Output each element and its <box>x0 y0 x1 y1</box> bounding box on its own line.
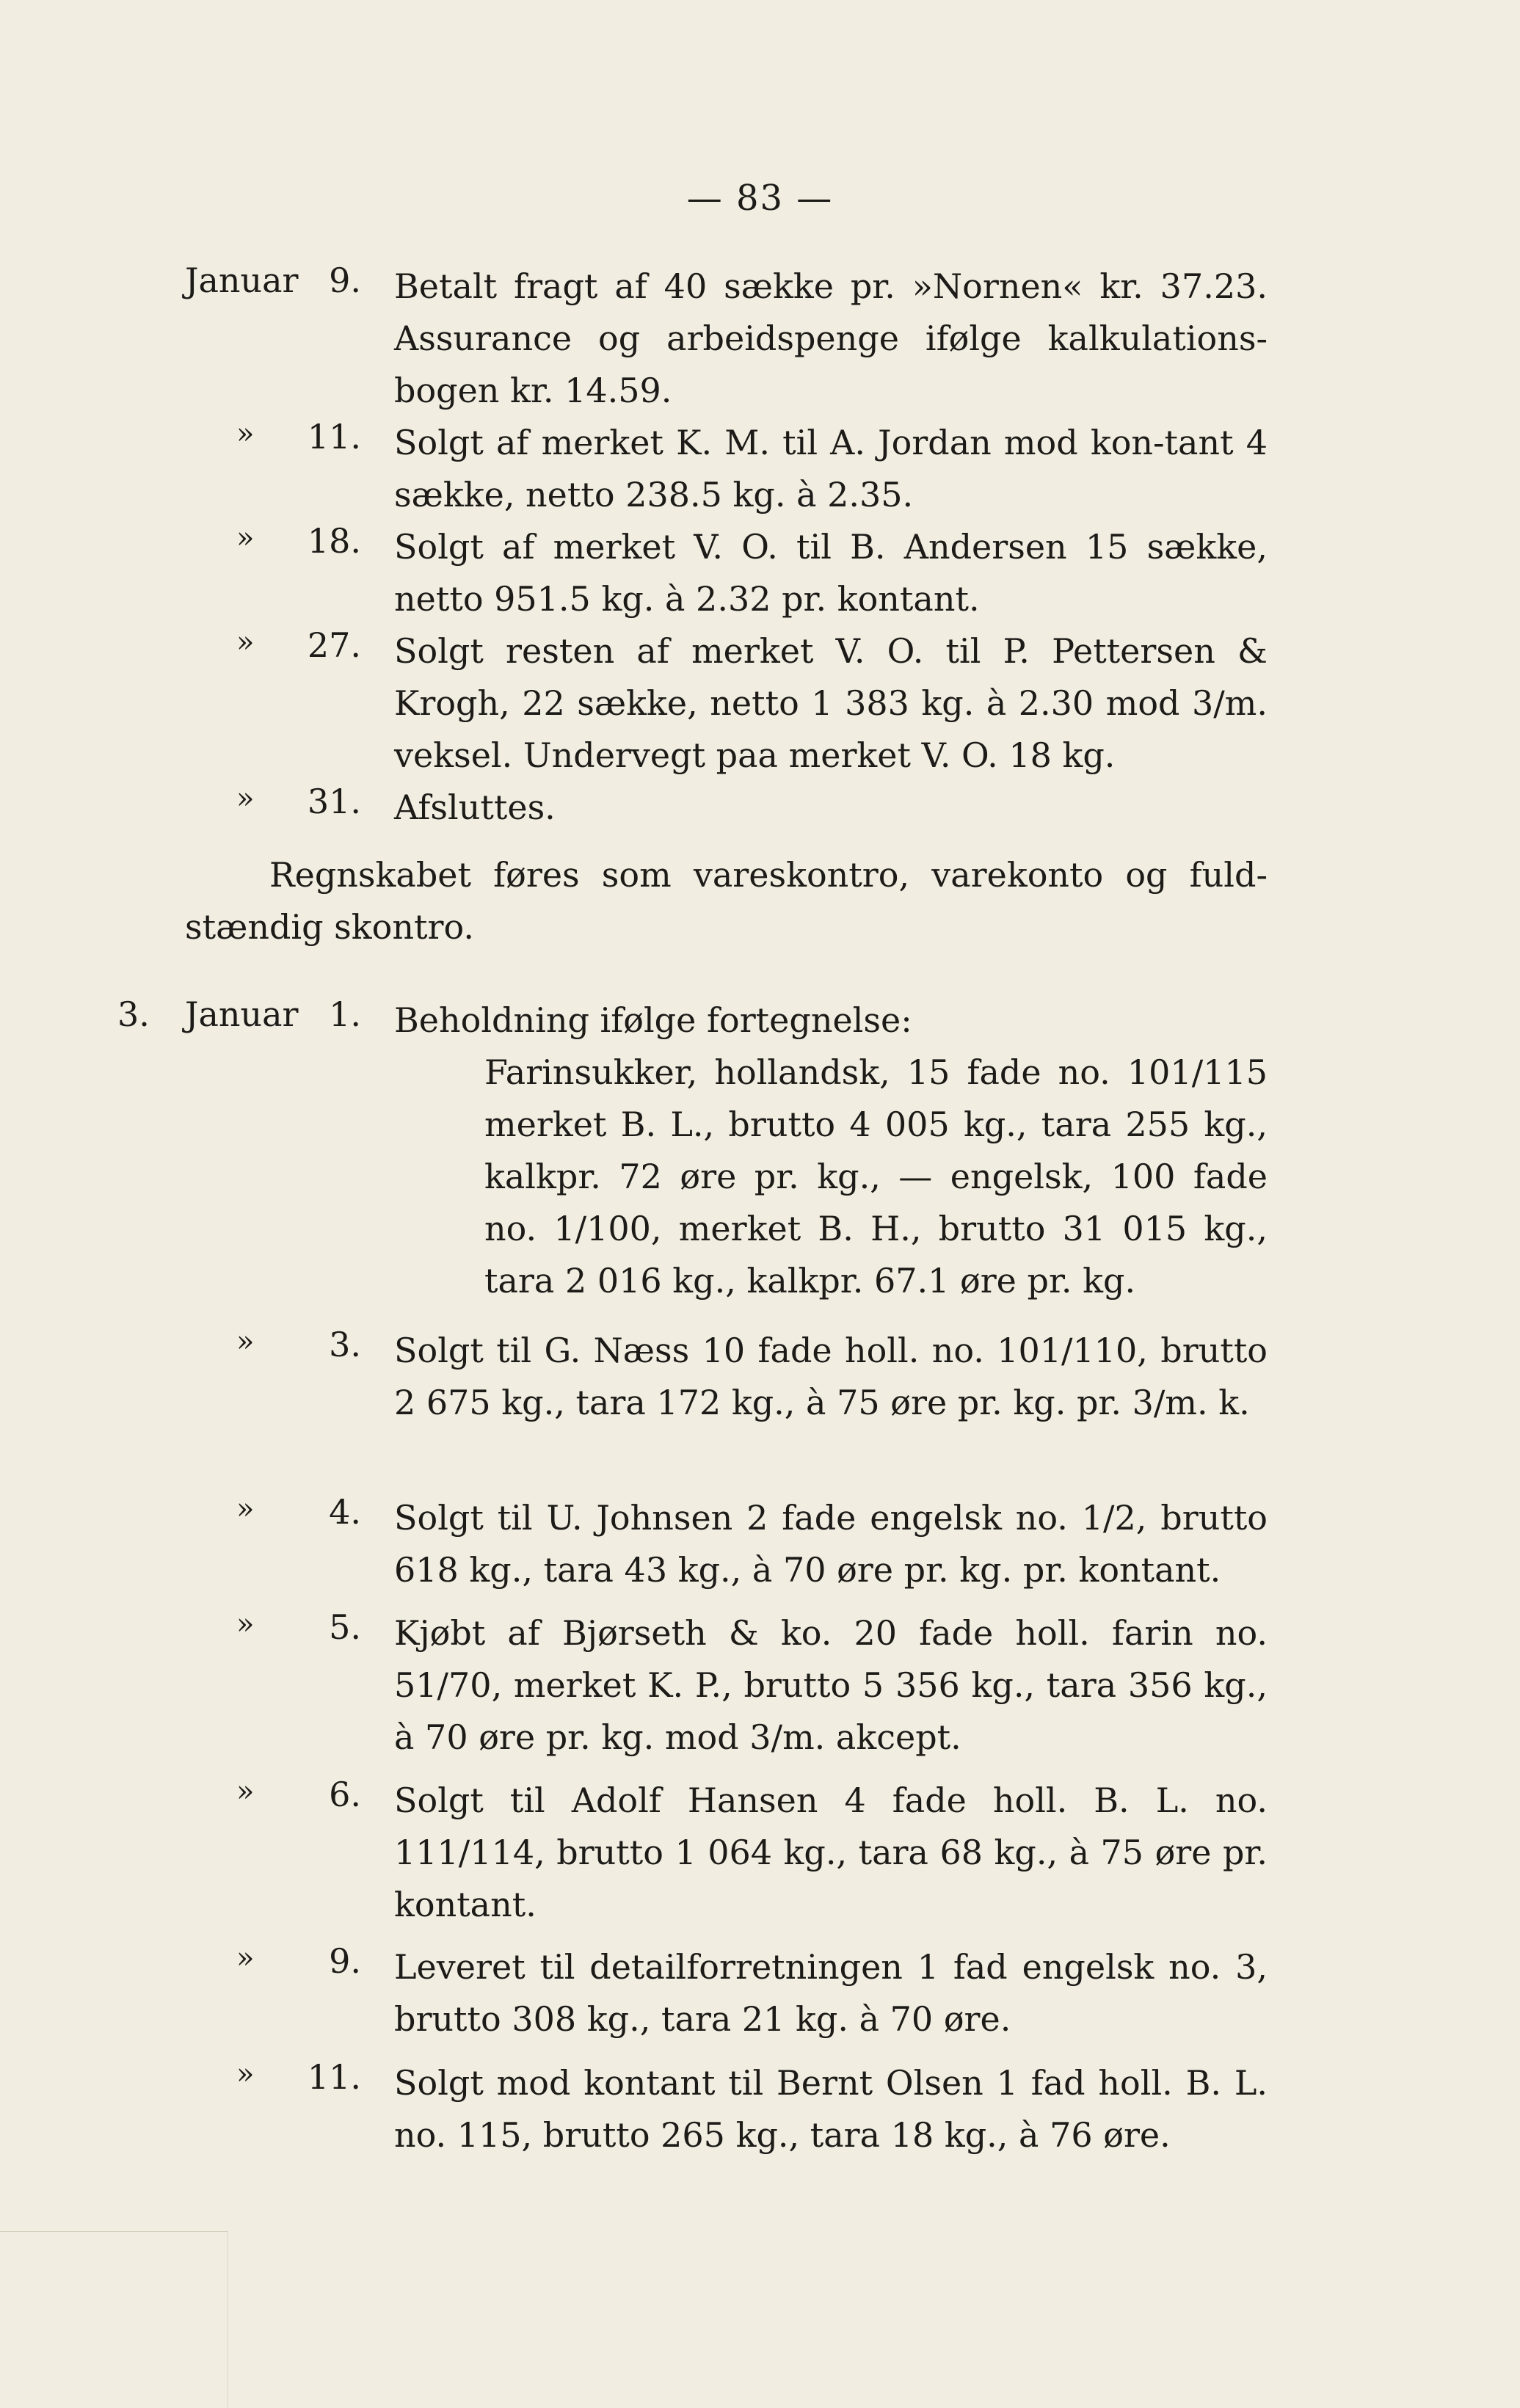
entry-day: 4. <box>329 1492 361 1532</box>
entry-day: 1. <box>329 994 361 1034</box>
entry-day: 6. <box>329 1775 361 1814</box>
ditto-mark: » <box>236 782 255 815</box>
entry-day: 3. <box>329 1325 361 1364</box>
entry-text: Solgt mod kontant til Bernt Olsen 1 fad holl. B. L. no. 115, brutto 265 kg., tara 18 kg., à 76 øre. <box>394 2063 1268 2155</box>
entry-day: 9. <box>329 261 361 300</box>
ditto-mark: » <box>236 2057 255 2091</box>
entry-text: Solgt til Adolf Hansen 4 fade holl. B. L. no. 111/114, brutto 1 064 kg., tara 68 kg., à 75 øre pr. kontant. <box>394 1780 1268 1924</box>
ditto-mark: » <box>236 1941 255 1975</box>
entry-text: Solgt til G. Næss 10 fade holl. no. 101/110, brutto 2 675 kg., tara 172 kg., à 75 øre pr. kg. pr. 3/m. k. <box>394 1331 1268 1422</box>
entry-day: 9. <box>329 1941 361 1981</box>
entry-day: 18. <box>307 521 361 561</box>
ditto-mark: » <box>236 521 255 555</box>
inventory-detail: Farinsukker, hollandsk, 15 fade no. 101/115 merket B. L., brutto 4 005 kg., tara 255 kg., kalkpr. 72 øre pr. kg., — engelsk, 100 fade no. 1/100, merket B. H., brutto 31 015 kg., tara 2 016 kg., kalkpr. 67.1 øre pr. kg. <box>484 1052 1268 1301</box>
entry-day: 27. <box>307 625 361 665</box>
entry-day: 11. <box>307 2057 361 2097</box>
page-number: — 83 — <box>686 178 834 219</box>
entry-day: 5. <box>329 1607 361 1647</box>
ditto-mark: » <box>236 1607 255 1641</box>
ditto-mark: » <box>236 1492 255 1526</box>
entry-text: Solgt til U. Johnsen 2 fade engelsk no. 1/2, brutto 618 kg., tara 43 kg., à 70 øre pr. kg. pr. kontant. <box>394 1498 1268 1590</box>
entry-text: Solgt resten af merket V. O. til P. Pettersen & Krogh, 22 sække, netto 1 383 kg. à 2.30 mod 3/m. veksel. Undervegt paa merket V. O. 18 kg. <box>394 631 1268 775</box>
entry-month: Januar <box>185 261 299 300</box>
paper-edge-mark <box>0 2231 228 2408</box>
entry-text: Beholdning ifølge fortegnelse: <box>394 1000 912 1040</box>
entry-day: 11. <box>307 417 361 456</box>
note-paragraph: Regnskabet føres som vareskontro, varekonto og fuld-stændig skontro. <box>185 855 1268 947</box>
ditto-mark: » <box>236 1775 255 1808</box>
entry-text: Solgt af merket K. M. til A. Jordan mod kon-tant 4 sække, netto 238.5 kg. à 2.35. <box>394 423 1268 514</box>
ditto-mark: » <box>236 417 255 451</box>
entry-text: Leveret til detailforretningen 1 fad engelsk no. 3, brutto 308 kg., tara 21 kg. à 70 øre. <box>394 1947 1268 2039</box>
entry-day: 31. <box>307 782 361 821</box>
entry-text: Afsluttes. <box>394 787 556 827</box>
entry-text: Kjøbt af Bjørseth & ko. 20 fade holl. farin no. 51/70, merket K. P., brutto 5 356 kg., tara 356 kg., à 70 øre pr. kg. mod 3/m. akcept. <box>394 1613 1268 1757</box>
entry-text: Solgt af merket V. O. til B. Andersen 15 sække, netto 951.5 kg. à 2.32 pr. kontant. <box>394 527 1268 619</box>
entry-month: Januar <box>185 994 299 1034</box>
ditto-mark: » <box>236 625 255 659</box>
ditto-mark: » <box>236 1325 255 1358</box>
section-number: 3. <box>117 994 150 1034</box>
entry-text: Betalt fragt af 40 sække pr. »Nornen« kr. 37.23. Assurance og arbeidspenge ifølge kalkulations-bogen kr. 14.59. <box>394 266 1268 410</box>
